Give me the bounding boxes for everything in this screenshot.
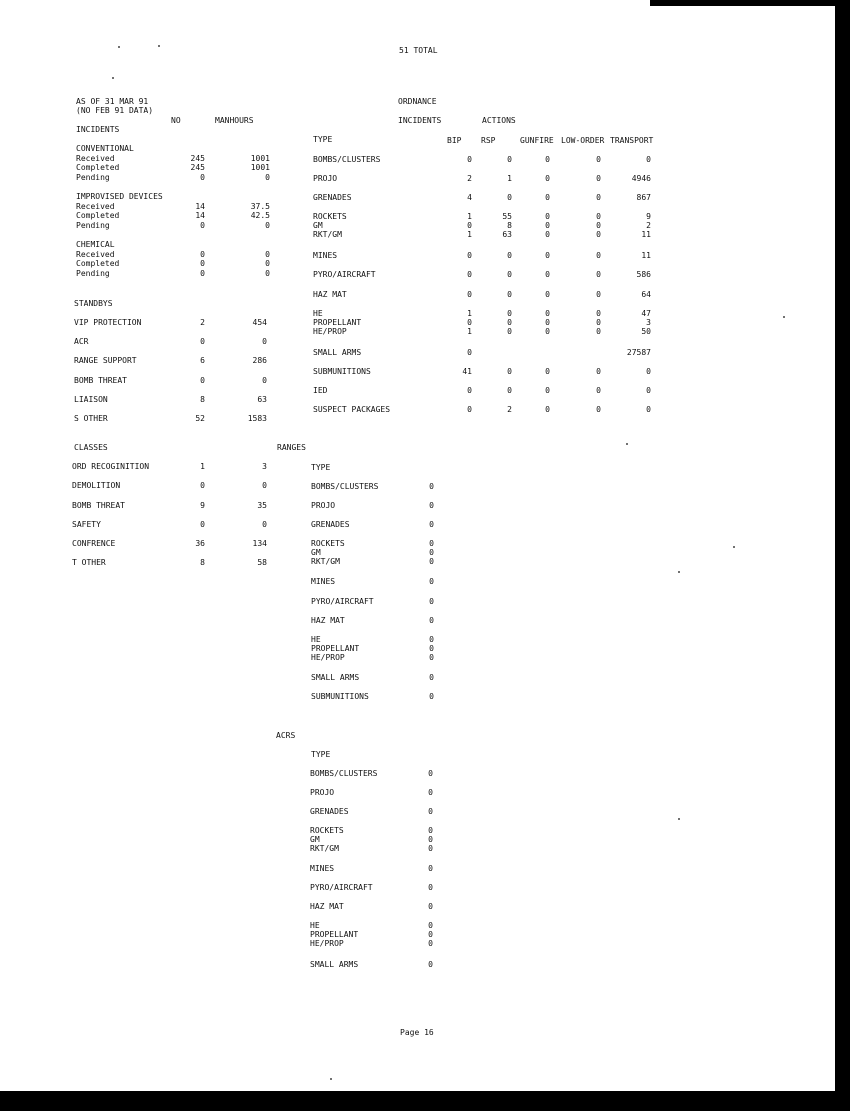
acrs-cell: 0 (428, 902, 433, 911)
ordnance-cell: 64 (641, 290, 651, 299)
ranges-cell: 0 (429, 577, 434, 586)
ordnance-cell: 0 (646, 405, 651, 414)
incident-row-label: Completed (76, 211, 120, 220)
ordnance-cell: 0 (467, 155, 472, 164)
ordnance-cell: 0 (467, 386, 472, 395)
ordnance-row-label: GRENADES (313, 193, 352, 202)
class-manhours: 3 (262, 462, 267, 471)
scan-speck (158, 45, 160, 47)
ranges-cell: 0 (429, 557, 434, 566)
standby-no: 2 (200, 318, 205, 327)
ordnance-cell: 0 (507, 290, 512, 299)
ordnance-cell: 0 (545, 386, 550, 395)
ordnance-cell: 0 (646, 367, 651, 376)
ranges-row-label: HAZ MAT (311, 616, 345, 625)
ordnance-column-header: GUNFIRE (520, 136, 554, 145)
acrs-row-label: HE/PROP (310, 939, 344, 948)
scan-speck (678, 571, 680, 573)
standby-no: 52 (195, 414, 205, 423)
incident-row-label: Completed (76, 163, 120, 172)
ordnance-cell: 0 (467, 318, 472, 327)
ordnance-cell: 11 (641, 230, 651, 239)
ordnance-cell: 0 (545, 290, 550, 299)
ranges-row-label: PYRO/AIRCRAFT (311, 597, 374, 606)
incident-row-no: 0 (200, 249, 205, 259)
class-no: 0 (200, 481, 205, 490)
ranges-cell: 0 (429, 597, 434, 606)
ordnance-cell: 0 (467, 251, 472, 260)
acrs-cell: 0 (428, 788, 433, 797)
ordnance-cell: 0 (545, 367, 550, 376)
acrs-row-label: PROJO (310, 788, 335, 797)
ordnance-row-label: PROPELLANT (313, 318, 362, 327)
incident-group-title: CHEMICAL (76, 240, 115, 249)
ordnance-cell: 0 (596, 309, 601, 318)
ordnance-column-header: LOW-ORDER (561, 136, 605, 145)
ordnance-cell: 0 (545, 270, 550, 279)
ordnance-cell: 0 (646, 386, 651, 395)
acrs-row-label: GM (310, 835, 320, 844)
standby-label: VIP PROTECTION (74, 318, 142, 327)
ordnance-cell: 1 (467, 212, 472, 221)
scan-speck (678, 818, 680, 820)
ordnance-cell: 0 (467, 405, 472, 414)
ordnance-row-label: MINES (313, 251, 338, 260)
ranges-row-label: SUBMUNITIONS (311, 692, 369, 701)
ordnance-row-label: RKT/GM (313, 230, 342, 239)
acrs-type-header: TYPE (311, 750, 331, 759)
ordnance-row-label: SMALL ARMS (313, 348, 362, 357)
incidents-heading: INCIDENTS (76, 125, 120, 134)
scan-speck (733, 546, 735, 548)
ordnance-cell: 2 (467, 174, 472, 183)
ordnance-cell: 0 (545, 155, 550, 164)
incident-group-title: CONVENTIONAL (76, 144, 134, 153)
ordnance-cell: 1 (467, 230, 472, 239)
ordnance-cell: 0 (467, 290, 472, 299)
acrs-row-label: RKT/GM (310, 844, 339, 853)
scan-border-top (650, 0, 850, 6)
class-label: T OTHER (72, 558, 106, 567)
acrs-row-label: HE (310, 921, 320, 930)
ordnance-cell: 47 (641, 309, 651, 318)
acrs-row-label: SMALL ARMS (310, 960, 359, 969)
acrs-row-label: ROCKETS (310, 826, 344, 835)
acrs-cell: 0 (428, 835, 433, 844)
ordnance-cell: 0 (596, 155, 601, 164)
ranges-heading: RANGES (277, 443, 306, 452)
ordnance-row-label: IED (313, 386, 328, 395)
ordnance-cell: 0 (545, 318, 550, 327)
class-no: 8 (200, 558, 205, 567)
as-of-date: AS OF 31 MAR 91 (76, 97, 149, 106)
incident-row-manhours: 1001 (250, 163, 270, 172)
ordnance-incidents-label: INCIDENTS (398, 116, 442, 125)
acrs-cell: 0 (428, 930, 433, 939)
incident-row-manhours: 0 (265, 268, 270, 278)
ordnance-row-label: HE/PROP (313, 327, 347, 336)
incident-row-no: 245 (190, 163, 205, 172)
ranges-row-label: ROCKETS (311, 539, 345, 548)
ordnance-cell: 2 (646, 221, 651, 230)
ordnance-cell: 4946 (631, 174, 651, 183)
ordnance-cell: 1 (467, 327, 472, 336)
acrs-cell: 0 (428, 844, 433, 853)
ordnance-cell: 0 (596, 212, 601, 221)
scan-border-right (835, 0, 850, 1111)
ordnance-column-header: TRANSPORT (610, 136, 654, 145)
standby-manhours: 454 (252, 318, 267, 327)
ordnance-heading: ORDNANCE (398, 97, 437, 106)
ordnance-cell: 0 (507, 367, 512, 376)
ordnance-cell: 0 (646, 155, 651, 164)
standbys-heading: STANDBYS (74, 299, 113, 308)
incident-row-no: 0 (200, 220, 205, 230)
ordnance-cell: 0 (545, 212, 550, 221)
ordnance-cell: 0 (507, 270, 512, 279)
ranges-row-label: BOMBS/CLUSTERS (311, 482, 379, 491)
ordnance-cell: 0 (596, 174, 601, 183)
acrs-cell: 0 (428, 826, 433, 835)
ordnance-cell: 55 (502, 212, 512, 221)
incident-row-manhours: 0 (265, 172, 270, 182)
ordnance-cell: 0 (507, 155, 512, 164)
ordnance-column-header: RSP (481, 136, 496, 145)
ordnance-cell: 867 (636, 193, 651, 202)
ordnance-cell: 0 (596, 327, 601, 336)
incident-group-title: IMPROVISED DEVICES (76, 192, 163, 201)
ordnance-cell: 27587 (626, 348, 651, 357)
standby-manhours: 286 (252, 356, 267, 365)
ranges-cell: 0 (429, 539, 434, 548)
ordnance-row-label: SUSPECT PACKAGES (313, 405, 391, 414)
ranges-cell: 0 (429, 548, 434, 557)
scan-speck (118, 46, 120, 48)
ordnance-cell: 0 (545, 221, 550, 230)
acrs-row-label: BOMBS/CLUSTERS (310, 769, 378, 778)
ordnance-cell: 0 (467, 221, 472, 230)
ordnance-cell: 0 (596, 193, 601, 202)
scan-speck (330, 1078, 332, 1080)
ordnance-cell: 0 (507, 386, 512, 395)
scan-border-bottom (0, 1091, 850, 1111)
class-label: CONFRENCE (72, 539, 116, 548)
standby-label: LIAISON (74, 395, 108, 404)
ordnance-cell: 0 (507, 251, 512, 260)
acrs-row-label: PROPELLANT (310, 930, 359, 939)
incident-row-no: 14 (195, 211, 205, 220)
acrs-row-label: GRENADES (310, 807, 349, 816)
page-number: Page 16 (400, 1028, 434, 1037)
ordnance-cell: 9 (646, 212, 651, 221)
ordnance-cell: 0 (596, 221, 601, 230)
standby-label: BOMB THREAT (74, 376, 127, 385)
standby-no: 8 (200, 395, 205, 404)
data-note: (NO FEB 91 DATA) (76, 106, 154, 115)
incident-row-label: Received (76, 249, 115, 259)
standby-label: ACR (74, 337, 89, 346)
ranges-cell: 0 (429, 520, 434, 529)
incident-row-label: Pending (76, 220, 110, 230)
ordnance-cell: 3 (646, 318, 651, 327)
standby-no: 0 (200, 376, 205, 385)
class-manhours: 35 (257, 501, 267, 510)
ordnance-cell: 0 (596, 405, 601, 414)
ordnance-cell: 0 (596, 290, 601, 299)
class-no: 36 (195, 539, 205, 548)
ranges-cell: 0 (429, 644, 434, 653)
class-label: SAFETY (72, 520, 101, 529)
ordnance-row-label: GM (313, 221, 323, 230)
ordnance-cell: 8 (507, 221, 512, 230)
ordnance-cell: 0 (596, 386, 601, 395)
incident-row-manhours: 0 (265, 220, 270, 230)
ordnance-cell: 2 (507, 405, 512, 414)
ranges-row-label: SMALL ARMS (311, 673, 360, 682)
incident-row-label: Pending (76, 172, 110, 182)
ordnance-cell: 0 (467, 348, 472, 357)
class-manhours: 0 (262, 481, 267, 490)
scan-speck (626, 443, 628, 445)
ranges-row-label: HE/PROP (311, 653, 345, 662)
column-no-header: NO (171, 116, 181, 125)
incident-row-manhours: 37.5 (250, 201, 270, 211)
ranges-row-label: GM (311, 548, 321, 557)
ordnance-row-label: ROCKETS (313, 212, 347, 221)
ranges-row-label: HE (311, 635, 321, 644)
acrs-cell: 0 (428, 769, 433, 778)
ordnance-row-label: HE (313, 309, 323, 318)
standby-manhours: 1583 (247, 414, 267, 423)
acrs-heading: ACRS (276, 731, 296, 740)
ranges-row-label: GRENADES (311, 520, 350, 529)
ordnance-cell: 0 (596, 230, 601, 239)
ranges-cell: 0 (429, 653, 434, 662)
ranges-row-label: RKT/GM (311, 557, 340, 566)
class-label: DEMOLITION (72, 481, 121, 490)
ordnance-cell: 0 (467, 270, 472, 279)
ordnance-cell: 0 (507, 309, 512, 318)
standby-manhours: 0 (262, 376, 267, 385)
acrs-row-label: HAZ MAT (310, 902, 344, 911)
acrs-row-label: MINES (310, 864, 335, 873)
ordnance-cell: 63 (502, 230, 512, 239)
ordnance-cell: 0 (596, 367, 601, 376)
class-manhours: 0 (262, 520, 267, 529)
class-manhours: 134 (252, 539, 267, 548)
ordnance-cell: 0 (596, 318, 601, 327)
ordnance-cell: 0 (545, 251, 550, 260)
incident-row-label: Completed (76, 259, 120, 268)
class-manhours: 58 (257, 558, 267, 567)
ranges-cell: 0 (429, 616, 434, 625)
incident-row-no: 14 (195, 201, 205, 211)
acrs-cell: 0 (428, 883, 433, 892)
ordnance-cell: 0 (507, 318, 512, 327)
ordnance-row-label: PYRO/AIRCRAFT (313, 270, 376, 279)
ordnance-cell: 0 (545, 174, 550, 183)
class-label: ORD RECOGINITION (72, 462, 150, 471)
incident-row-label: Pending (76, 268, 110, 278)
acrs-cell: 0 (428, 921, 433, 930)
incident-row-no: 0 (200, 172, 205, 182)
ranges-type-header: TYPE (311, 463, 331, 472)
scan-speck (112, 77, 114, 79)
ordnance-cell: 4 (467, 193, 472, 202)
incident-row-manhours: 42.5 (250, 211, 270, 220)
incident-row-label: Received (76, 153, 115, 163)
ranges-cell: 0 (429, 501, 434, 510)
ranges-cell: 0 (429, 635, 434, 644)
ranges-row-label: MINES (311, 577, 336, 586)
ordnance-cell: 0 (596, 251, 601, 260)
ordnance-cell: 586 (636, 270, 651, 279)
standby-label: RANGE SUPPORT (74, 356, 137, 365)
classes-heading: CLASSES (74, 443, 108, 452)
ordnance-cell: 0 (545, 193, 550, 202)
acrs-cell: 0 (428, 864, 433, 873)
ordnance-cell: 1 (467, 309, 472, 318)
scan-speck (783, 316, 785, 318)
ordnance-cell: 0 (545, 309, 550, 318)
ranges-cell: 0 (429, 692, 434, 701)
incident-row-label: Received (76, 201, 115, 211)
ordnance-cell: 0 (545, 230, 550, 239)
class-no: 1 (200, 462, 205, 471)
ordnance-row-label: SUBMUNITIONS (313, 367, 371, 376)
ordnance-column-header: BIP (447, 136, 462, 145)
ranges-row-label: PROJO (311, 501, 336, 510)
ordnance-type-header: TYPE (313, 135, 333, 144)
standby-manhours: 63 (257, 395, 267, 404)
ranges-cell: 0 (429, 482, 434, 491)
ordnance-cell: 0 (545, 327, 550, 336)
ordnance-cell: 0 (596, 270, 601, 279)
ordnance-cell: 50 (641, 327, 651, 336)
incident-row-no: 245 (190, 153, 205, 163)
standby-no: 6 (200, 356, 205, 365)
ranges-row-label: PROPELLANT (311, 644, 360, 653)
ranges-cell: 0 (429, 673, 434, 682)
ordnance-cell: 11 (641, 251, 651, 260)
acrs-cell: 0 (428, 807, 433, 816)
acrs-row-label: PYRO/AIRCRAFT (310, 883, 373, 892)
ordnance-cell: 0 (507, 327, 512, 336)
incident-row-manhours: 0 (265, 249, 270, 259)
class-no: 0 (200, 520, 205, 529)
class-label: BOMB THREAT (72, 501, 125, 510)
ordnance-actions-label: ACTIONS (482, 116, 516, 125)
incident-row-no: 0 (200, 268, 205, 278)
incident-row-manhours: 0 (265, 259, 270, 268)
incident-row-no: 0 (200, 259, 205, 268)
class-no: 9 (200, 501, 205, 510)
ordnance-cell: 0 (507, 193, 512, 202)
ordnance-cell: 1 (507, 174, 512, 183)
ordnance-row-label: HAZ MAT (313, 290, 347, 299)
acrs-cell: 0 (428, 939, 433, 948)
standby-label: S OTHER (74, 414, 108, 423)
column-manhours-header: MANHOURS (215, 116, 254, 125)
total-heading: 51 TOTAL (399, 46, 438, 55)
ordnance-cell: 41 (462, 367, 472, 376)
incident-row-manhours: 1001 (250, 153, 270, 163)
acrs-cell: 0 (428, 960, 433, 969)
standby-no: 0 (200, 337, 205, 346)
ordnance-row-label: PROJO (313, 174, 338, 183)
standby-manhours: 0 (262, 337, 267, 346)
ordnance-cell: 0 (545, 405, 550, 414)
ordnance-row-label: BOMBS/CLUSTERS (313, 155, 381, 164)
